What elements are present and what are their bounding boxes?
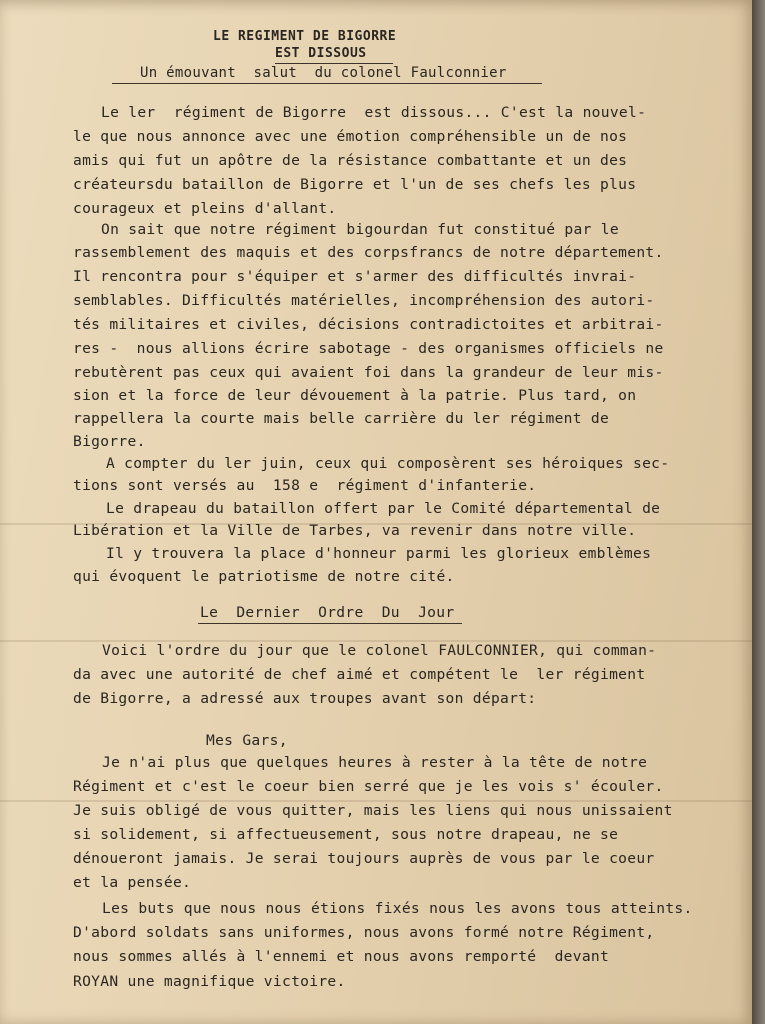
text-line: ROYAN une magnifique victoire. <box>73 973 346 990</box>
subtitle: Un émouvant salut du colonel Faulconnier <box>140 65 507 81</box>
text-line: Le ler régiment de Bigorre est dissous... C'est la nouvel- <box>101 104 647 121</box>
text-line: tions sont versés au 158 e régiment d'infanterie. <box>73 477 537 494</box>
text-line: nous sommes allés à l'ennemi et nous avons remporté devant <box>73 948 610 965</box>
text-line: Libération et la Ville de Tarbes, va revenir dans notre ville. <box>73 522 637 539</box>
text-line: si solidement, si affectueusement, sous notre drapeau, ne se <box>73 826 619 843</box>
subtitle-underline <box>112 83 542 84</box>
background-edge <box>752 0 765 1024</box>
text-line: sion et la force de leur dévouement à la patrie. Plus tard, on <box>73 387 637 404</box>
text-line: On sait que notre régiment bigourdan fut constitué par le <box>101 221 619 238</box>
section-heading-underline <box>198 623 462 624</box>
text-line: rappellera la courte mais belle carrière du ler régiment de <box>73 410 610 427</box>
text-line: Le drapeau du bataillon offert par le Comité départemental de <box>106 500 661 517</box>
text-line: res - nous allions écrire sabotage - des organismes officiels ne <box>73 340 664 357</box>
section-heading: Le Dernier Ordre Du Jour <box>200 604 455 621</box>
salutation: Mes Gars, <box>206 732 288 749</box>
text-line: et la pensée. <box>73 874 192 891</box>
text-line: Les buts que nous nous étions fixés nous les avons tous atteints. <box>102 900 693 917</box>
text-line: Il y trouvera la place d'honneur parmi les glorieux emblèmes <box>106 545 652 562</box>
text-line: Je suis obligé de vous quitter, mais les liens qui nous unissaient <box>73 802 673 819</box>
text-line: dénoueront jamais. Je serai toujours auprès de vous par le coeur <box>73 850 655 867</box>
text-line: créateursdu bataillon de Bigorre et l'un de ses chefs les plus <box>73 176 637 193</box>
text-line: Voici l'ordre du jour que le colonel FAULCONNIER, qui comman- <box>102 642 657 659</box>
text-line: qui évoquent le patriotisme de notre cité. <box>73 568 455 585</box>
text-line: Régiment et c'est le coeur bien serré que je les vois s' écouler. <box>73 778 664 795</box>
text-line: D'abord soldats sans uniformes, nous avons formé notre Régiment, <box>73 924 655 941</box>
text-line: rassemblement des maquis et des corpsfrancs de notre département. <box>73 244 664 261</box>
text-line: de Bigorre, a adressé aux troupes avant son départ: <box>73 690 537 707</box>
text-line: Je n'ai plus que quelques heures à rester à la tête de notre <box>102 754 648 771</box>
text-line: rebutèrent pas ceux qui avaient foi dans la grandeur de leur mis- <box>73 364 664 381</box>
title-line-1: LE REGIMENT DE BIGORRE <box>213 29 397 44</box>
text-line: da avec une autorité de chef aimé et compétent le ler régiment <box>73 666 646 683</box>
text-line: Bigorre. <box>73 433 146 450</box>
title-line-2: EST DISSOUS <box>275 46 367 61</box>
text-line: le que nous annonce avec une émotion compréhensible un de nos <box>73 128 628 145</box>
text-line: tés militaires et civiles, décisions contradictoites et arbitrai- <box>73 316 664 333</box>
text-line: courageux et pleins d'allant. <box>73 200 337 217</box>
text-line: amis qui fut un apôtre de la résistance combattante et un des <box>73 152 628 169</box>
text-line: semblables. Difficultés matérielles, incompréhension des autori- <box>73 292 655 309</box>
text-line: Il rencontra pour s'équiper et s'armer des difficultés invrai- <box>73 268 637 285</box>
text-line: A compter du ler juin, ceux qui composèrent ses héroiques sec- <box>106 455 670 472</box>
